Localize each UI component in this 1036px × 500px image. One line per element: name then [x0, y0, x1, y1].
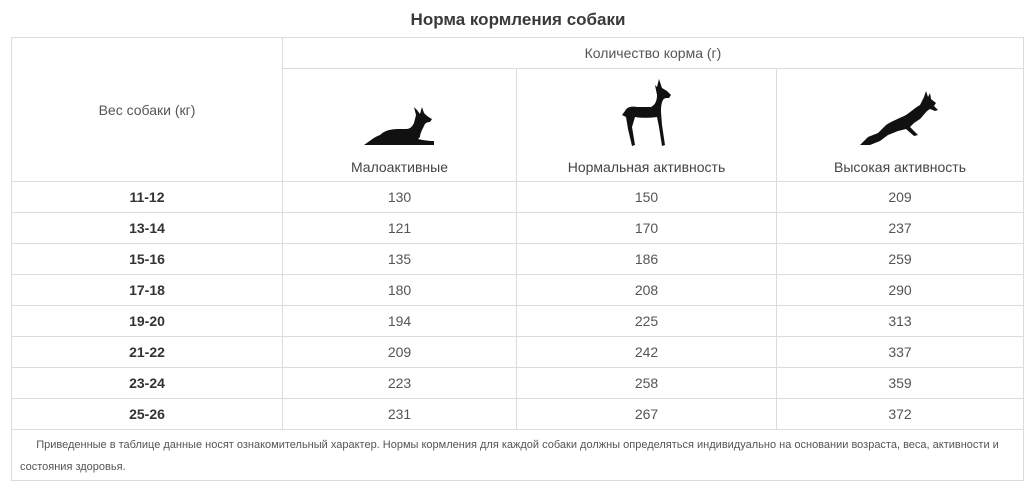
- disclaimer-note: Приведенные в таблице данные носят ознакомительный характер. Нормы кормления для каждой собаки должны определяться индивидуально на основании возраста, веса, активности и состояния здоровья.: [12, 430, 1024, 481]
- table-row: [12, 368, 1024, 399]
- table-row: [12, 306, 1024, 337]
- high-activity-cell: 259: [777, 244, 1024, 275]
- header-row-top: [12, 38, 1024, 69]
- normal-activity-cell: 170: [517, 213, 777, 244]
- normal-activity-cell: 150: [517, 182, 777, 213]
- activity-normal-label: Нормальная активность: [567, 159, 726, 175]
- note-row: [12, 430, 1024, 481]
- activity-high-label: Высокая активность: [834, 159, 966, 175]
- weight-cell: 21-22: [12, 337, 283, 368]
- low-activity-cell: 135: [283, 244, 517, 275]
- standing-dog-icon: [619, 77, 675, 149]
- low-activity-cell: 130: [283, 182, 517, 213]
- normal-activity-cell: 186: [517, 244, 777, 275]
- normal-activity-cell: 208: [517, 275, 777, 306]
- low-activity-cell: 223: [283, 368, 517, 399]
- weight-cell: 25-26: [12, 399, 283, 430]
- high-activity-cell: 209: [777, 182, 1024, 213]
- low-activity-cell: 209: [283, 337, 517, 368]
- weight-cell: 11-12: [12, 182, 283, 213]
- normal-activity-cell: 225: [517, 306, 777, 337]
- high-activity-cell: 359: [777, 368, 1024, 399]
- table-row: [12, 213, 1024, 244]
- high-activity-cell: 313: [777, 306, 1024, 337]
- weight-cell: 19-20: [12, 306, 283, 337]
- activity-low-label: Малоактивные: [350, 159, 449, 175]
- table-row: [12, 244, 1024, 275]
- jumping-dog-icon: [858, 89, 942, 149]
- low-activity-cell: 180: [283, 275, 517, 306]
- weight-header: Вес собаки (кг): [12, 38, 283, 182]
- high-activity-cell: 237: [777, 213, 1024, 244]
- low-activity-cell: 231: [283, 399, 517, 430]
- high-activity-cell: 372: [777, 399, 1024, 430]
- activity-low-header: [283, 69, 517, 182]
- activity-normal-header: [517, 69, 777, 182]
- lying-dog-icon: [360, 101, 440, 149]
- amount-header: Количество корма (г): [283, 38, 1024, 69]
- table-row: [12, 275, 1024, 306]
- activity-high-header: [777, 69, 1024, 182]
- high-activity-cell: 290: [777, 275, 1024, 306]
- normal-activity-cell: 267: [517, 399, 777, 430]
- normal-activity-cell: 258: [517, 368, 777, 399]
- low-activity-cell: 121: [283, 213, 517, 244]
- high-activity-cell: 337: [777, 337, 1024, 368]
- low-activity-cell: 194: [283, 306, 517, 337]
- weight-cell: 13-14: [12, 213, 283, 244]
- weight-cell: 15-16: [12, 244, 283, 275]
- page-title: Норма кормления собаки: [410, 10, 626, 29]
- table-row: [12, 399, 1024, 430]
- table-row: [12, 337, 1024, 368]
- feeding-table: [11, 37, 1024, 481]
- weight-cell: 23-24: [12, 368, 283, 399]
- weight-cell: 17-18: [12, 275, 283, 306]
- normal-activity-cell: 242: [517, 337, 777, 368]
- table-row: [12, 182, 1024, 213]
